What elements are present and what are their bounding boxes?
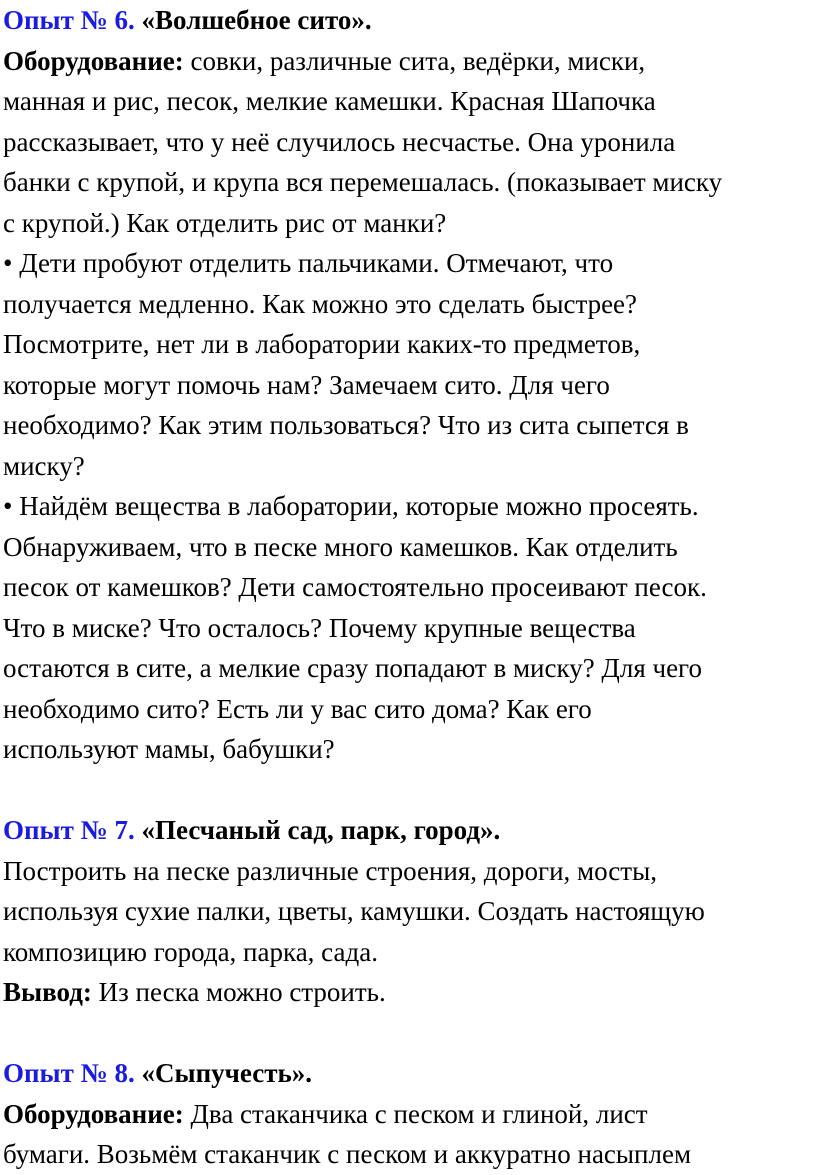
experiment-6-equipment-label: Оборудование:	[3, 45, 184, 76]
text-line: бумаги. Возьмём стаканчик с песком и аккуратно насыплем	[3, 1139, 692, 1169]
experiment-7-number: Опыт № 7.	[3, 815, 135, 845]
experiment-7-conclusion-text: Из песка можно строить.	[91, 977, 386, 1007]
experiment-7-heading	[3, 810, 813, 851]
text-line: необходимо? Как этим пользоваться? Что из сита сыпется в	[3, 410, 689, 440]
experiment-8-equipment-label: Оборудование:	[3, 1098, 184, 1129]
text-line: • Дети пробуют отделить пальчиками. Отмечают, что	[3, 248, 614, 278]
text-line: необходимо сито? Есть ли у вас сито дома? Как его	[3, 693, 592, 724]
experiment-6-title: «Волшебное сито».	[134, 5, 372, 35]
text-line: банки с крупой, и крупа вся перемешалась. (показывает миску	[3, 167, 723, 197]
text-line: Посмотрите, нет ли в лаборатории каких-то предметов,	[3, 329, 641, 359]
experiment-8-title: «Сыпучесть».	[134, 1058, 312, 1088]
experiment-8	[3, 1053, 813, 1175]
text-line: миску?	[3, 450, 85, 481]
experiment-7-conclusion-label: Вывод:	[3, 977, 92, 1007]
experiment-6-equipment-text: совки, различные сита, ведёрки, миски,	[183, 45, 646, 76]
text-line: используют мамы, бабушки?	[3, 734, 335, 764]
experiment-8-equipment	[3, 1094, 813, 1135]
experiment-6-number: Опыт № 6.	[3, 5, 135, 35]
experiment-7-conclusion	[3, 972, 813, 1013]
experiment-8-number: Опыт № 8.	[3, 1058, 135, 1088]
experiment-6-equipment	[3, 41, 813, 82]
text-line: рассказывает, что у неё случилось несчастье. Она уронила	[3, 126, 676, 157]
text-line: остаются в сите, а мелкие сразу попадают в миску? Для чего	[3, 653, 702, 683]
experiment-6	[3, 0, 813, 770]
text-line: с крупой.) Как отделить рис от манки?	[3, 207, 447, 238]
document-page	[3, 0, 813, 1175]
experiment-7	[3, 810, 813, 1013]
text-line: манная и рис, песок, мелкие камешки. Красная Шапочка	[3, 86, 656, 116]
text-line: используя сухие палки, цветы, камушки. Создать настоящую	[3, 896, 705, 926]
text-line: Построить на песке различные строения, дороги, мосты,	[3, 855, 657, 886]
text-line: получается медленно. Как можно это сделать быстрее?	[3, 288, 638, 319]
experiment-6-heading	[3, 0, 813, 41]
paragraph-spacer	[3, 770, 813, 811]
text-line: песок от камешков? Дети самостоятельно просеивают песок.	[3, 572, 707, 602]
experiment-8-equipment-text: Два стаканчика с песком и глиной, лист	[183, 1098, 648, 1129]
text-line: композицию города, парка, сада.	[3, 936, 378, 967]
text-line: Обнаруживаем, что в песке много камешков. Как отделить	[3, 531, 678, 562]
paragraph-spacer	[3, 1013, 813, 1054]
experiment-7-title: «Песчаный сад, парк, город».	[134, 815, 501, 845]
text-line: которые могут помочь нам? Замечаем сито. Для чего	[3, 369, 610, 400]
text-line: Что в миске? Что осталось? Почему крупные вещества	[3, 612, 636, 643]
experiment-8-heading	[3, 1053, 813, 1094]
text-line: • Найдём вещества в лаборатории, которые можно просеять.	[3, 491, 699, 521]
